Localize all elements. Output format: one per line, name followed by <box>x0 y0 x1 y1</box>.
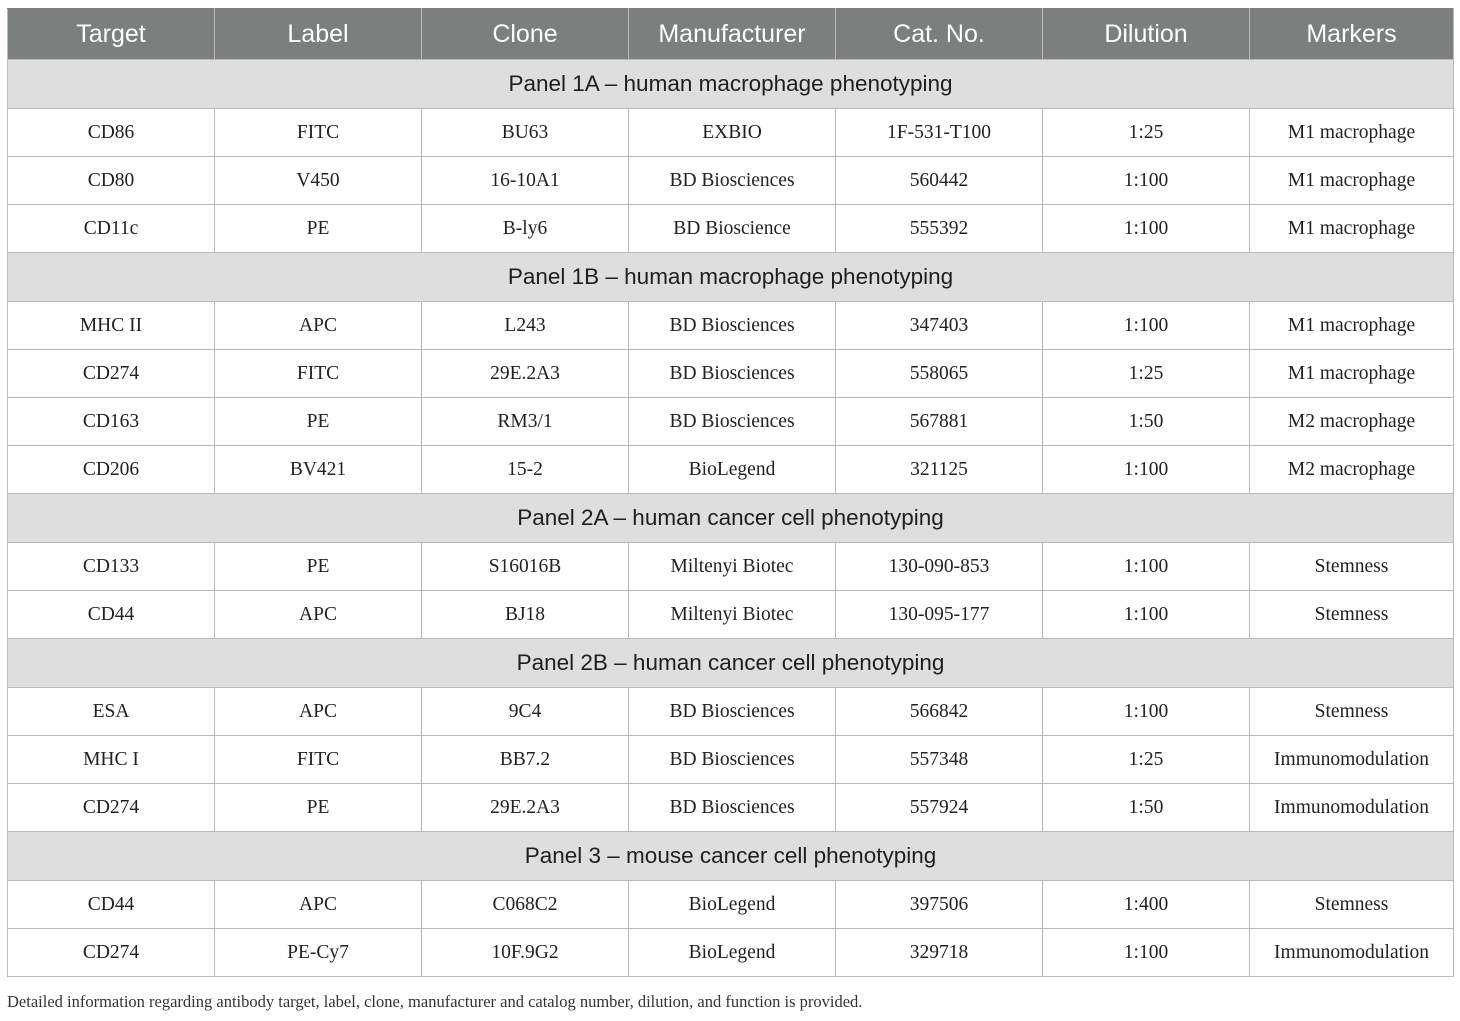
cell-dilution: 1:25 <box>1043 109 1250 157</box>
cell-dilution: 1:100 <box>1043 688 1250 736</box>
cell-clone: BJ18 <box>422 591 629 639</box>
cell-target: CD274 <box>8 929 215 977</box>
header-row <box>8 9 1454 60</box>
column-header-manufacturer: Manufacturer <box>629 9 836 60</box>
cell-cat-no: 130-090-853 <box>836 543 1043 591</box>
cell-manufacturer: BioLegend <box>629 929 836 977</box>
cell-label: FITC <box>215 736 422 784</box>
cell-target: CD274 <box>8 784 215 832</box>
cell-markers: Immunomodulation <box>1250 784 1454 832</box>
cell-markers: Immunomodulation <box>1250 736 1454 784</box>
cell-clone: RM3/1 <box>422 398 629 446</box>
cell-label: PE <box>215 398 422 446</box>
cell-label: BV421 <box>215 446 422 494</box>
column-header-clone: Clone <box>422 9 629 60</box>
cell-label: PE-Cy7 <box>215 929 422 977</box>
cell-cat-no: 566842 <box>836 688 1043 736</box>
cell-clone: 15-2 <box>422 446 629 494</box>
cell-target: CD133 <box>8 543 215 591</box>
cell-clone: BU63 <box>422 109 629 157</box>
cell-markers: M1 macrophage <box>1250 109 1454 157</box>
cell-manufacturer: BioLegend <box>629 881 836 929</box>
cell-dilution: 1:100 <box>1043 929 1250 977</box>
cell-cat-no: 397506 <box>836 881 1043 929</box>
cell-cat-no: 557348 <box>836 736 1043 784</box>
cell-markers: Stemness <box>1250 591 1454 639</box>
table-row <box>8 109 1454 157</box>
cell-manufacturer: Miltenyi Biotec <box>629 591 836 639</box>
cell-cat-no: 329718 <box>836 929 1043 977</box>
cell-clone: L243 <box>422 302 629 350</box>
panel-section-row <box>8 253 1454 302</box>
panel-section-row <box>8 639 1454 688</box>
cell-dilution: 1:25 <box>1043 736 1250 784</box>
panel-section-title: Panel 1A – human macrophage phenotyping <box>8 60 1454 109</box>
cell-manufacturer: Miltenyi Biotec <box>629 543 836 591</box>
cell-target: CD80 <box>8 157 215 205</box>
cell-manufacturer: BD Biosciences <box>629 157 836 205</box>
cell-markers: M1 macrophage <box>1250 350 1454 398</box>
cell-target: CD163 <box>8 398 215 446</box>
cell-cat-no: 557924 <box>836 784 1043 832</box>
cell-clone: 9C4 <box>422 688 629 736</box>
column-header-target: Target <box>8 9 215 60</box>
cell-manufacturer: BD Biosciences <box>629 302 836 350</box>
table-row <box>8 350 1454 398</box>
cell-markers: Immunomodulation <box>1250 929 1454 977</box>
cell-dilution: 1:100 <box>1043 446 1250 494</box>
cell-clone: 29E.2A3 <box>422 784 629 832</box>
cell-markers: Stemness <box>1250 543 1454 591</box>
cell-cat-no: 555392 <box>836 205 1043 253</box>
cell-manufacturer: BD Biosciences <box>629 350 836 398</box>
panel-section-title: Panel 3 – mouse cancer cell phenotyping <box>8 832 1454 881</box>
column-header-label: Label <box>215 9 422 60</box>
cell-target: CD44 <box>8 591 215 639</box>
cell-clone: 29E.2A3 <box>422 350 629 398</box>
column-header-cat-no: Cat. No. <box>836 9 1043 60</box>
cell-cat-no: 558065 <box>836 350 1043 398</box>
cell-manufacturer: BD Biosciences <box>629 736 836 784</box>
table-row <box>8 446 1454 494</box>
table-row <box>8 398 1454 446</box>
cell-label: APC <box>215 591 422 639</box>
cell-manufacturer: BD Biosciences <box>629 398 836 446</box>
cell-label: APC <box>215 302 422 350</box>
cell-markers: M1 macrophage <box>1250 205 1454 253</box>
cell-label: APC <box>215 688 422 736</box>
cell-label: FITC <box>215 109 422 157</box>
antibody-table <box>7 8 1454 977</box>
cell-target: CD86 <box>8 109 215 157</box>
table-row <box>8 784 1454 832</box>
cell-cat-no: 1F-531-T100 <box>836 109 1043 157</box>
cell-target: MHC II <box>8 302 215 350</box>
cell-dilution: 1:25 <box>1043 350 1250 398</box>
cell-markers: M2 macrophage <box>1250 398 1454 446</box>
cell-cat-no: 321125 <box>836 446 1043 494</box>
cell-target: CD274 <box>8 350 215 398</box>
cell-cat-no: 560442 <box>836 157 1043 205</box>
table-row <box>8 205 1454 253</box>
column-header-markers: Markers <box>1250 9 1454 60</box>
cell-dilution: 1:100 <box>1043 591 1250 639</box>
panel-section-row <box>8 832 1454 881</box>
cell-clone: 10F.9G2 <box>422 929 629 977</box>
table-row <box>8 929 1454 977</box>
cell-dilution: 1:50 <box>1043 398 1250 446</box>
panel-section-row <box>8 494 1454 543</box>
cell-markers: M2 macrophage <box>1250 446 1454 494</box>
panel-section-title: Panel 1B – human macrophage phenotyping <box>8 253 1454 302</box>
table-row <box>8 736 1454 784</box>
cell-target: ESA <box>8 688 215 736</box>
column-header-dilution: Dilution <box>1043 9 1250 60</box>
cell-label: PE <box>215 543 422 591</box>
cell-dilution: 1:50 <box>1043 784 1250 832</box>
table-row <box>8 591 1454 639</box>
cell-manufacturer: BD Biosciences <box>629 688 836 736</box>
table-row <box>8 688 1454 736</box>
cell-manufacturer: BD Bioscience <box>629 205 836 253</box>
cell-clone: C068C2 <box>422 881 629 929</box>
cell-dilution: 1:100 <box>1043 157 1250 205</box>
cell-label: PE <box>215 205 422 253</box>
cell-target: CD11c <box>8 205 215 253</box>
cell-target: CD44 <box>8 881 215 929</box>
table-row <box>8 157 1454 205</box>
cell-dilution: 1:400 <box>1043 881 1250 929</box>
cell-label: PE <box>215 784 422 832</box>
table-row <box>8 302 1454 350</box>
cell-cat-no: 567881 <box>836 398 1043 446</box>
cell-markers: Stemness <box>1250 688 1454 736</box>
panel-section-row <box>8 60 1454 109</box>
cell-clone: 16-10A1 <box>422 157 629 205</box>
cell-manufacturer: BD Biosciences <box>629 784 836 832</box>
cell-dilution: 1:100 <box>1043 302 1250 350</box>
table-row <box>8 543 1454 591</box>
cell-markers: Stemness <box>1250 881 1454 929</box>
cell-clone: S16016B <box>422 543 629 591</box>
cell-dilution: 1:100 <box>1043 205 1250 253</box>
cell-manufacturer: EXBIO <box>629 109 836 157</box>
cell-target: MHC I <box>8 736 215 784</box>
cell-markers: M1 macrophage <box>1250 302 1454 350</box>
panel-section-title: Panel 2B – human cancer cell phenotyping <box>8 639 1454 688</box>
table-caption: Detailed information regarding antibody target, label, clone, manufacturer and catalog number, dilution, and function is provided. <box>7 992 863 1011</box>
cell-markers: M1 macrophage <box>1250 157 1454 205</box>
cell-label: FITC <box>215 350 422 398</box>
cell-target: CD206 <box>8 446 215 494</box>
table-body <box>8 60 1454 977</box>
cell-cat-no: 347403 <box>836 302 1043 350</box>
cell-manufacturer: BioLegend <box>629 446 836 494</box>
antibody-table-container <box>7 8 1453 977</box>
cell-cat-no: 130-095-177 <box>836 591 1043 639</box>
cell-label: V450 <box>215 157 422 205</box>
cell-clone: BB7.2 <box>422 736 629 784</box>
cell-label: APC <box>215 881 422 929</box>
table-header <box>8 9 1454 60</box>
panel-section-title: Panel 2A – human cancer cell phenotyping <box>8 494 1454 543</box>
table-row <box>8 881 1454 929</box>
cell-clone: B-ly6 <box>422 205 629 253</box>
cell-dilution: 1:100 <box>1043 543 1250 591</box>
